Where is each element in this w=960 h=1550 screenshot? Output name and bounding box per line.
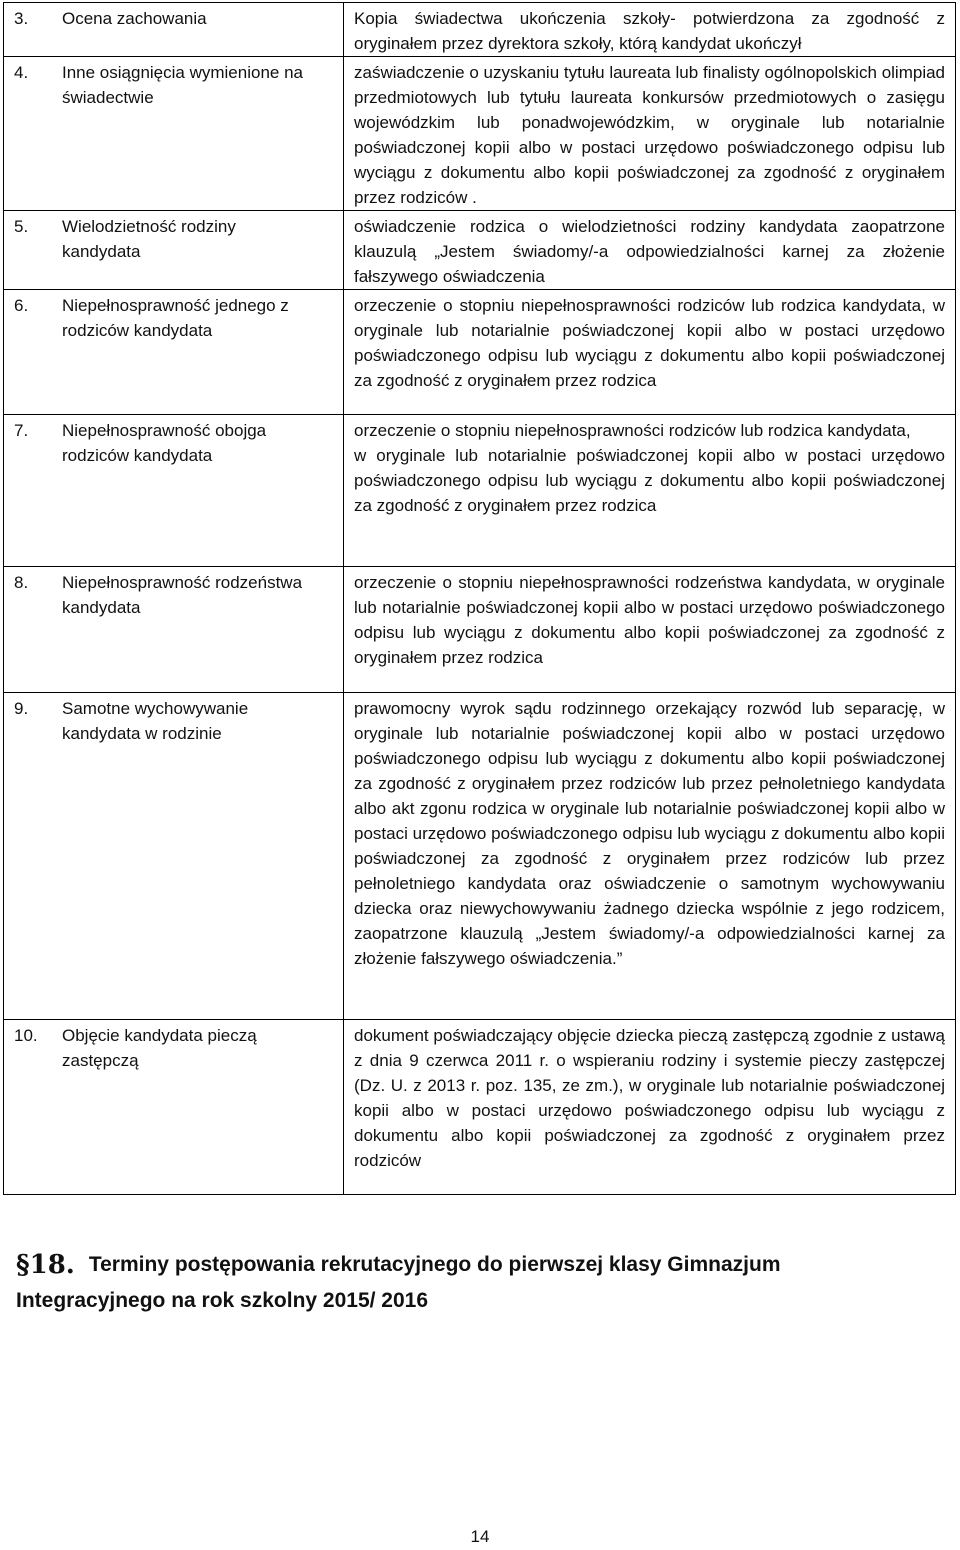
criterion-label: Niepełnosprawność rodzeństwa kandydata (62, 573, 303, 617)
criterion-cell (4, 693, 344, 1020)
table-row (4, 693, 956, 1020)
table-row (4, 1020, 956, 1195)
criterion-cell (4, 57, 344, 211)
section-title: Terminy postępowania rekrutacyjnego do pierwszej klasy Gimnazjum Integracyjnego na rok szkolny 2015/ 2016 (16, 1253, 781, 1312)
criterion-number: 8. (14, 573, 29, 592)
required-document: dokument poświadczający objęcie dziecka pieczą zastępczą zgodnie z ustawą z dnia 9 czerwca 2011 r. o wspieraniu rodziny i systemie pieczy zastępczej (Dz. U. z 2013 r. poz. 135, ze zm.), w oryginale lub notarialnie poświadczonej kopii albo w postaci urzędowo poświadczonego odpisu lub wyciągu z dokumentu albo kopii poświadczonej za zgodność z oryginałem przez rodziców (344, 1020, 956, 1195)
page-number: 14 (470, 1527, 490, 1546)
table-row (4, 290, 956, 415)
criteria-table (3, 2, 956, 1195)
criterion-number: 3. (14, 9, 29, 28)
criterion-number: 9. (14, 699, 29, 718)
required-document: prawomocny wyrok sądu rodzinnego orzekający rozwód lub separację, w oryginale lub notarialnie poświadczonej kopii albo w postaci urzędowo poświadczonego odpisu lub wyciągu z dokumentu albo kopii poświadczonej za zgodność z oryginałem przez rodziców lub przez pełnoletniego kandydata albo akt zgonu rodzica w oryginale lub notarialnie poświadczonej kopii albo w postaci urzędowo poświadczonego odpisu lub wyciągu z dokumentu albo kopii poświadczonej za zgodność z oryginałem przez rodziców lub przez pełnoletniego kandydata oraz oświadczenie o samotnym wychowywaniu dziecka oraz niewychowywaniu żadnego dziecka wspólnie z jego rodzicem, zaopatrzone klauzulą „Jestem świadomy/-a odpowiedzialności karnej za złożenie fałszywego oświadczenia.” (344, 693, 956, 1020)
required-document: orzeczenie o stopniu niepełnosprawności rodziców lub rodzica kandydata, w oryginale lub notarialnie poświadczonej kopii albo w postaci urzędowo poświadczonego odpisu lub wyciągu z dokumentu albo kopii poświadczonej za zgodność z oryginałem przez rodzica (344, 290, 956, 415)
table-row (4, 3, 956, 57)
criterion-cell (4, 567, 344, 693)
section-number: §18. (16, 1250, 75, 1280)
criterion-label: Ocena zachowania (62, 9, 207, 28)
criterion-number: 5. (14, 217, 29, 236)
required-document: oświadczenie rodzica o wielodzietności rodziny kandydata zaopatrzone klauzulą „Jestem świadomy/-a odpowiedzialności karnej za złożenie fałszywego oświadczenia (344, 211, 956, 290)
required-document-line: orzeczenie o stopniu niepełnosprawności rodziców lub rodzica kandydata, (354, 421, 911, 440)
required-document-line: w oryginale lub notarialnie poświadczonej kopii albo w postaci urzędowo poświadczonego odpisu lub wyciągu z dokumentu albo kopii poświadczonej za zgodność z oryginałem przez rodzica (354, 446, 945, 515)
table-row (4, 211, 956, 290)
criterion-cell (4, 3, 344, 57)
section-heading (16, 1245, 916, 1319)
criterion-cell (4, 415, 344, 567)
criterion-number: 4. (14, 63, 29, 82)
required-document (344, 415, 956, 567)
table-row (4, 567, 956, 693)
required-document: orzeczenie o stopniu niepełnosprawności rodzeństwa kandydata, w oryginale lub notarialnie poświadczonej kopii albo w postaci urzędowo poświadczonego odpisu lub wyciągu z dokumentu albo kopii poświadczonej za zgodność z oryginałem przez rodzica (344, 567, 956, 693)
criterion-label: Samotne wychowywanie kandydata w rodzinie (62, 699, 249, 743)
criterion-label: Wielodzietność rodziny kandydata (62, 217, 236, 261)
criterion-cell (4, 211, 344, 290)
criterion-label: Objęcie kandydata pieczą zastępczą (62, 1026, 257, 1070)
required-document: Kopia świadectwa ukończenia szkoły- potwierdzona za zgodność z oryginałem przez dyrektora szkoły, którą kandydat ukończył (344, 3, 956, 57)
criterion-label: Inne osiągnięcia wymienione na świadectwie (62, 63, 303, 107)
table-row (4, 415, 956, 567)
criterion-cell (4, 1020, 344, 1195)
criterion-number: 10. (14, 1026, 38, 1045)
required-document: zaświadczenie o uzyskaniu tytułu laureata lub finalisty ogólnopolskich olimpiad przedmiotowych lub tytułu laureata konkursów przedmiotowych o zasięgu wojewódzkim lub ponadwojewódzkim, w oryginale lub notarialnie poświadczonej kopii albo w postaci urzędowo poświadczonego odpisu lub wyciągu z dokumentu albo kopii poświadczonej za zgodność z oryginałem przez rodziców . (344, 57, 956, 211)
table-row (4, 57, 956, 211)
criterion-cell (4, 290, 344, 415)
criterion-number: 6. (14, 296, 29, 315)
criterion-number: 7. (14, 421, 29, 440)
criterion-label: Niepełnosprawność obojga rodziców kandydata (62, 421, 267, 465)
criterion-label: Niepełnosprawność jednego z rodziców kandydata (62, 296, 289, 340)
